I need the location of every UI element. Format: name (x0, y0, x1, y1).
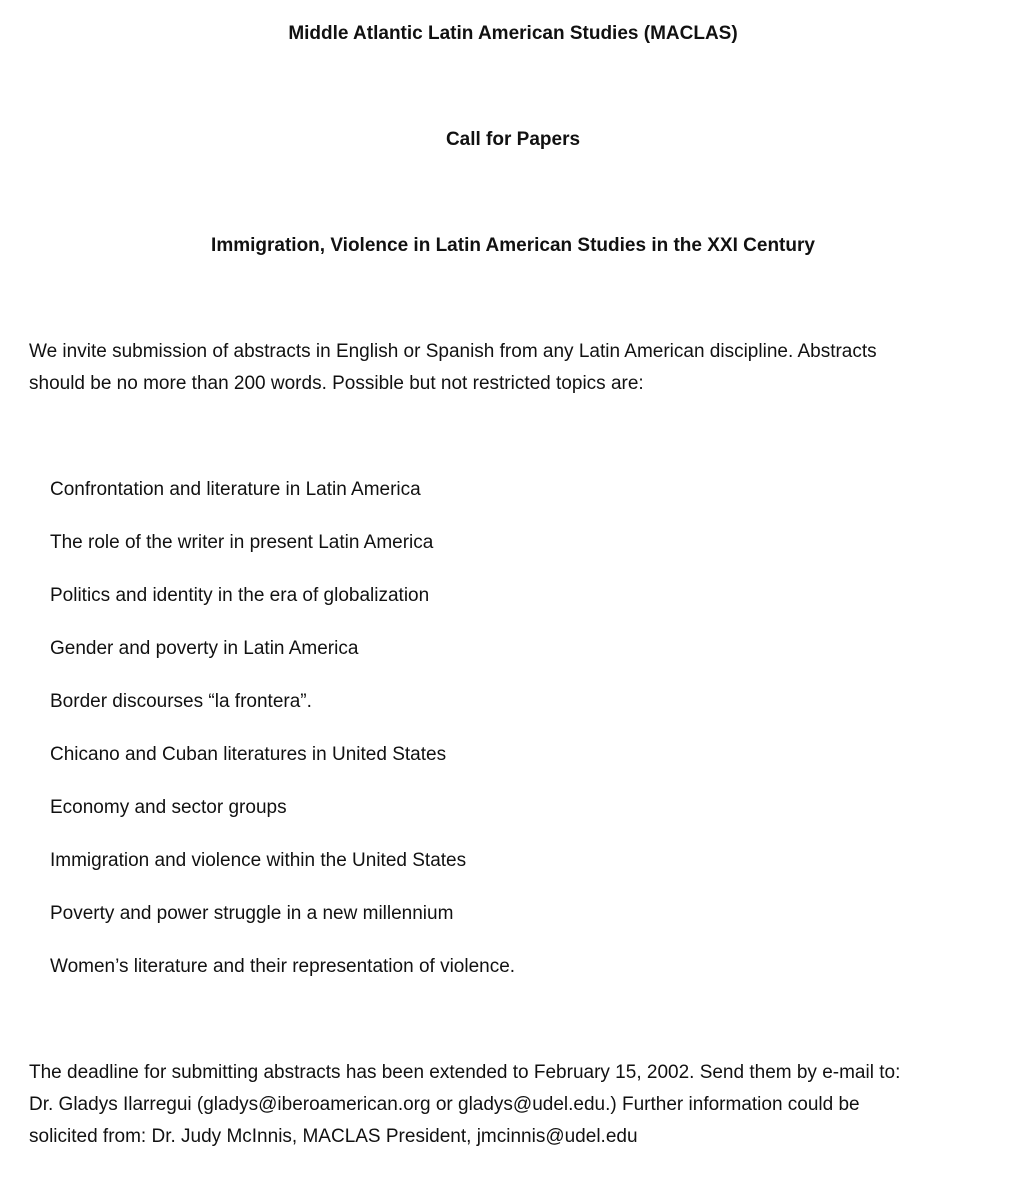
closing-paragraph (29, 1057, 999, 1153)
topic-item: Border discourses “la frontera”. (50, 691, 312, 712)
conference-theme-heading: Immigration, Violence in Latin American Studies in the XXI Century (211, 235, 815, 256)
topic-item: Immigration and violence within the United States (50, 850, 467, 871)
topic-item: The role of the writer in present Latin America (50, 532, 434, 553)
organization-heading: Middle Atlantic Latin American Studies (MACLAS) (288, 23, 738, 44)
topic-item: Gender and poverty in Latin America (50, 638, 359, 659)
topic-item: Chicano and Cuban literatures in United States (50, 744, 447, 765)
closing-line: Dr. Gladys Ilarregui (gladys@iberoamerican.org or gladys@udel.edu.) Further information could be (29, 1094, 860, 1115)
closing-line: solicited from: Dr. Judy McInnis, MACLAS President, jmcinnis@udel.edu (29, 1126, 638, 1147)
closing-line: The deadline for submitting abstracts has been extended to February 15, 2002. Send them by e-mail to: (29, 1062, 901, 1083)
topic-item: Economy and sector groups (50, 797, 287, 818)
intro-line: should be no more than 200 words. Possible but not restricted topics are: (29, 373, 644, 394)
intro-line: We invite submission of abstracts in English or Spanish from any Latin American discipline. Abstracts (29, 341, 877, 362)
topics-list (50, 474, 515, 1004)
topic-item: Poverty and power struggle in a new millennium (50, 903, 454, 924)
topic-item: Politics and identity in the era of globalization (50, 585, 430, 606)
topic-item: Confrontation and literature in Latin America (50, 479, 421, 500)
intro-paragraph (29, 336, 999, 400)
topic-item: Women’s literature and their representation of violence. (50, 956, 516, 977)
call-for-papers-heading: Call for Papers (445, 129, 581, 150)
